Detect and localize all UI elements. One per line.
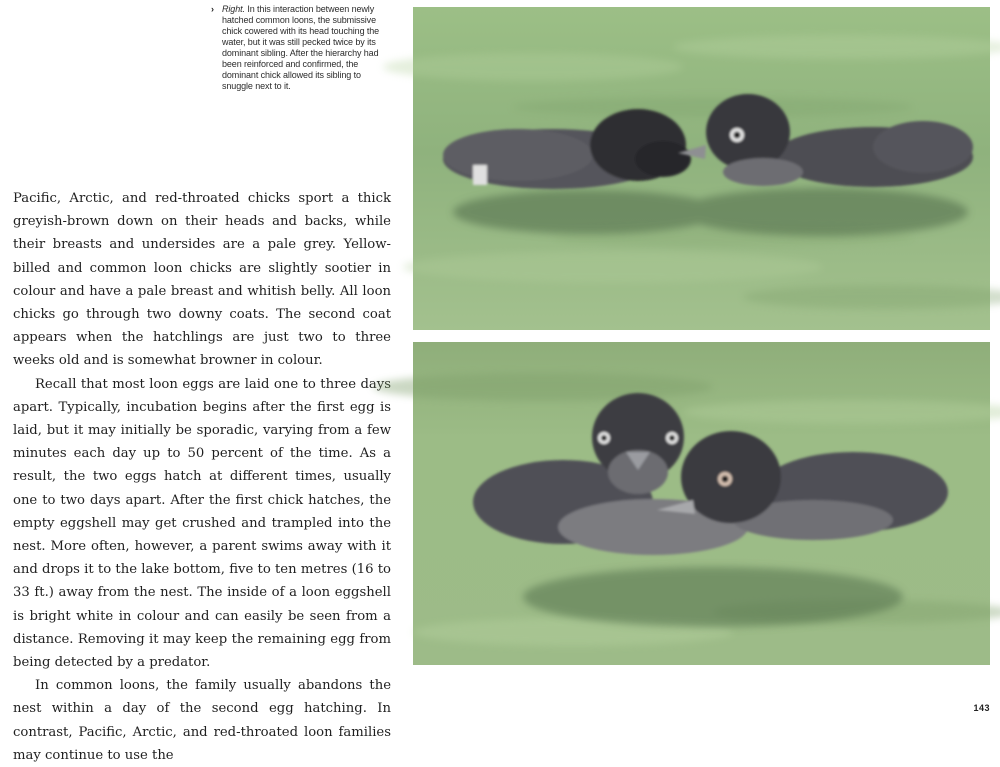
photo-chicks-pecking bbox=[413, 7, 990, 330]
page-number: 143 bbox=[973, 703, 990, 713]
paragraph-1: Pacific, Arctic, and red-throated chicks sport a thick greyish-brown down on their heads and backs, while their breasts and undersides are a pale grey. Yellow-billed and common loon chicks are slightly sootier in colour and have a pale breast and whitish belly. All loon chicks go through two downy coats. The second coat appears when the hatchlings are just two to three weeks old and is somewhat browner in colour. bbox=[13, 191, 391, 369]
caption-lead: Right. bbox=[222, 4, 245, 14]
caption-arrow-icon: › bbox=[211, 4, 214, 14]
caption-text: In this interaction between newly hatched common loons, the submissive chick cowered with its head touching the water, but it was still pecked twice by its dominant sibling. After the hierarchy had been reinforced and confirmed, the dominant chick allowed its sibling to snuggle next to it. bbox=[222, 4, 380, 91]
paragraph-3: In common loons, the family usually abandons the nest within a day of the second egg hatching. In contrast, Pacific, Arctic, and red-throated loon families may continue to use the bbox=[13, 678, 391, 763]
photo-caption bbox=[211, 4, 394, 92]
body-text bbox=[13, 187, 391, 767]
paragraph-2: Recall that most loon eggs are laid one to three days apart. Typically, incubation begins after the first egg is laid, but it may initially be sporadic, varying from a few minutes each day up to 50 percent of the time. As a result, the two eggs hatch at different times, usually one to two days apart. After the first chick hatches, the empty eggshell may get crushed and trampled into the nest. More often, however, a parent swims away with it and drops it to the lake bottom, five to ten metres (16 to 33 ft.) away from the nest. The inside of a loon eggshell is bright white in colour and can easily be seen from a distance. Removing it may keep the remaining egg from being detected by a predator. bbox=[13, 376, 391, 671]
photo-chicks-snuggling bbox=[413, 342, 990, 665]
